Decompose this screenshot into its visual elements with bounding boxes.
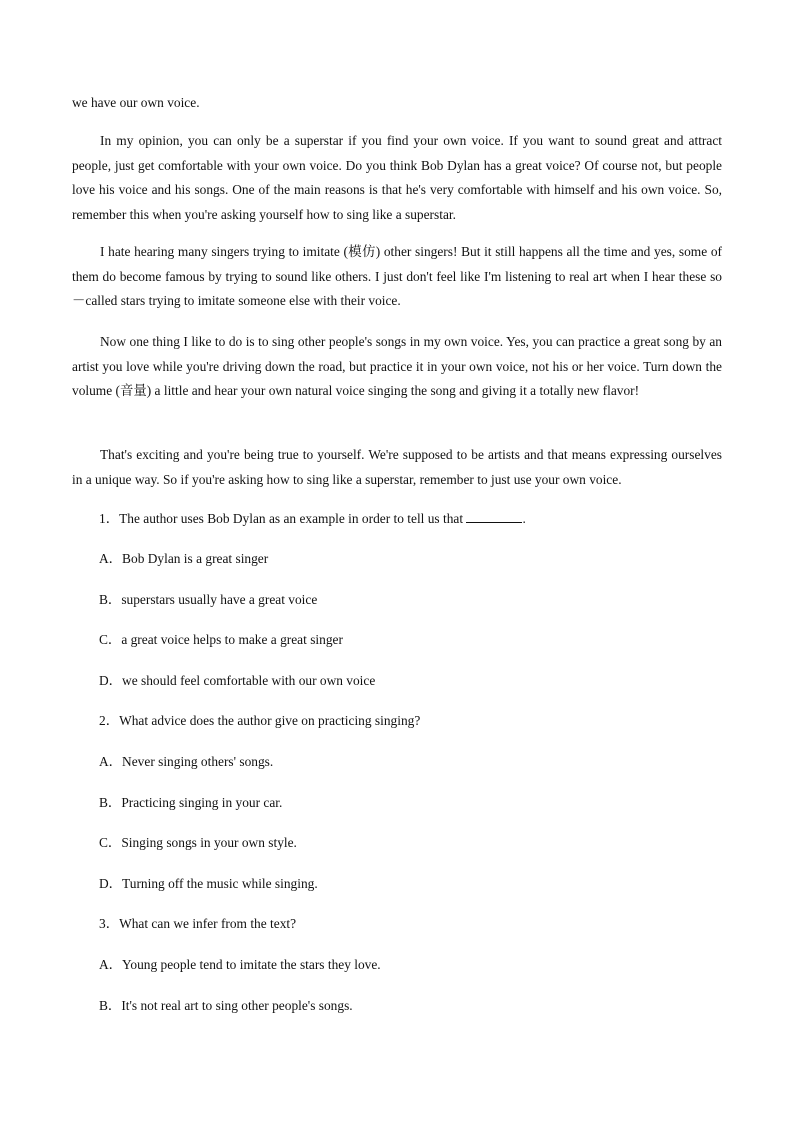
passage-paragraph-4: That's exciting and you're being true to yourself. We're supposed to be artists and that means expressing ourselves in a unique way. So if you're asking how to sing like a superstar, remember to just use your own voice. [72, 447, 722, 487]
question-2-option-b: B．Practicing singing in your car. [99, 795, 283, 810]
question-1-stem [99, 510, 719, 528]
question-2-stem: 2．What advice does the author give on practicing singing? [99, 713, 421, 728]
question-1-option-a: A．Bob Dylan is a great singer [99, 551, 269, 566]
question-3-stem: 3．What can we infer from the text? [99, 916, 297, 931]
question-1-stem-text: 1．The author uses Bob Dylan as an example in order to tell us that [99, 511, 464, 526]
passage-paragraph-1: In my opinion, you can only be a superstar if you find your own voice. If you want to sound great and attract people, just get comfortable with your own voice. Do you think Bob Dylan has a great voice? Of course not, but people love his voice and his songs. One of the main reasons is that he's very comfortable with himself and his own voice. So, remember this when you're asking yourself how to sing like a superstar. [72, 133, 722, 222]
passage-paragraph-3: Now one thing I like to do is to sing other people's songs in my own voice. Yes, you can practice a great song by an artist you love while you're driving down the road, but practice it in your own voice, not his or her voice. Turn down the volume (音量) a little and hear your own natural voice singing the song and giving it a totally new flavor! [72, 334, 722, 398]
passage-paragraph-0: we have our own voice. [72, 95, 200, 110]
passage-paragraph-2: I hate hearing many singers trying to imitate (模仿) other singers! But it still happens all the time and yes, some of them do become famous by trying to sound like others. I just don't feel like I'm listening to real art when I hear these so－called stars trying to imitate someone else with their voice. [72, 244, 722, 308]
question-2-option-c: C．Singing songs in your own style. [99, 835, 297, 850]
question-1-option-b: B．superstars usually have a great voice [99, 592, 318, 607]
question-1-option-c: C．a great voice helps to make a great singer [99, 632, 343, 647]
question-3-option-b: B．It's not real art to sing other people's songs. [99, 998, 353, 1013]
question-2-option-a: A．Never singing others' songs. [99, 754, 274, 769]
question-2-option-d: D．Turning off the music while singing. [99, 876, 318, 891]
question-1-option-d: D．we should feel comfortable with our own voice [99, 673, 376, 688]
question-1-stem-end: . [522, 511, 526, 526]
question-3-option-a: A．Young people tend to imitate the stars they love. [99, 957, 381, 972]
answer-blank [466, 510, 522, 523]
